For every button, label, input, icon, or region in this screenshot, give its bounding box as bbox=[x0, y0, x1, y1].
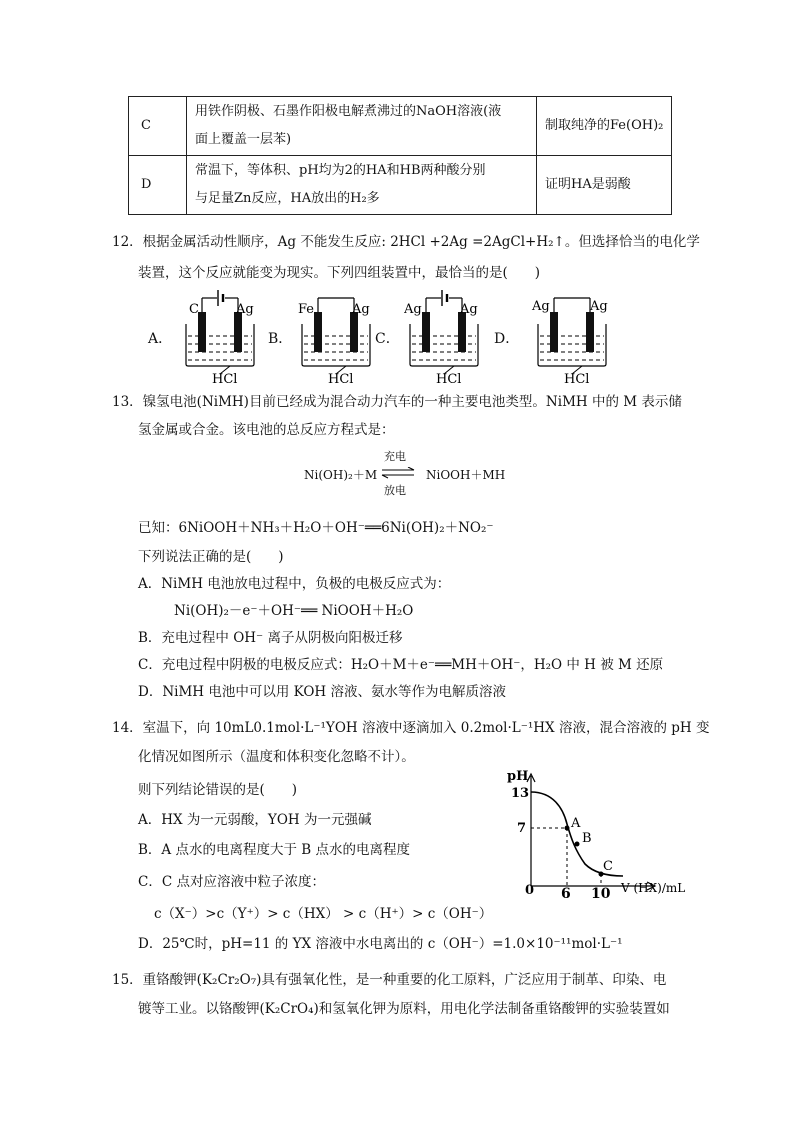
electrode-left-label: Fe bbox=[298, 302, 315, 317]
electrode-left-label: C bbox=[189, 302, 199, 317]
q12-option-a-label: A． bbox=[148, 331, 173, 347]
q13-option-d: D．NiMH 电池中可以用 KOH 溶液、氨水等作为电解质溶液 bbox=[138, 684, 506, 700]
row-label: C bbox=[129, 97, 187, 156]
y-axis-label: pH bbox=[507, 769, 529, 784]
q15-line-1: 15．重铬酸钾(K₂Cr₂O₇)具有强氧化性，是一种重要的化工原料，广泛应用于制革、印染、电 bbox=[112, 972, 667, 988]
row-purpose: 证明HA是弱酸 bbox=[537, 156, 672, 215]
electrode-right-label: Ag bbox=[590, 299, 608, 314]
q13-known: 已知：6NiOOH＋NH₃＋H₂O＋OH⁻══6Ni(OH)₂＋NO₂⁻ bbox=[138, 520, 494, 536]
q14-line-1: 14．室温下，向 10mL0.1mol·L⁻¹YOH 溶液中逐滴加入 0.2mol·L⁻¹HX 溶液，混合溶液的 pH 变 bbox=[112, 720, 710, 736]
point-b bbox=[575, 842, 580, 847]
point-c-label: C bbox=[603, 859, 613, 874]
q14-option-d: D．25℃时，pH=11 的 YX 溶液中水电离出的 c（OH⁻）=1.0×10⁻¹¹mol·L⁻¹ bbox=[138, 936, 623, 952]
electrolyte-label: HCl bbox=[328, 372, 354, 384]
q14-option-a: A．HX 为一元弱酸，YOH 为一元强碱 bbox=[138, 812, 372, 828]
origin-label: 0 bbox=[525, 883, 535, 898]
experiment-line-2: 面上覆盖一层苯) bbox=[195, 132, 292, 147]
q13-line-2: 氢金属或合金。该电池的总反应方程式是： bbox=[138, 422, 395, 438]
apparatus-a bbox=[180, 288, 260, 384]
y-tick-13: 13 bbox=[511, 786, 530, 801]
electrode-right-label: Ag bbox=[352, 302, 370, 317]
row-experiment bbox=[187, 156, 537, 215]
q14-option-c: C．C 点对应溶液中粒子浓度： bbox=[138, 874, 325, 890]
experiment-line-1: 用铁作阴极、石墨作阳极电解煮沸过的NaOH溶液(液 bbox=[195, 104, 502, 119]
row-label: D bbox=[129, 156, 187, 215]
row-purpose: 制取纯净的Fe(OH)₂ bbox=[537, 97, 672, 156]
q12-option-d-label: D． bbox=[494, 331, 520, 347]
row-experiment bbox=[187, 97, 537, 156]
q13-option-a: A．NiMH 电池放电过程中，负极的电极反应式为： bbox=[138, 576, 451, 592]
point-a bbox=[565, 826, 570, 831]
table-row bbox=[129, 97, 672, 156]
electrolyte-label: HCl bbox=[564, 372, 590, 384]
y-tick-7: 7 bbox=[517, 821, 527, 836]
electrode-left-label: Ag bbox=[404, 302, 422, 317]
experiment-line-2: 与足量Zn反应，HA放出的H₂多 bbox=[195, 191, 380, 206]
equation-condition-bottom: 放电 bbox=[384, 484, 406, 497]
apparatus-c bbox=[404, 288, 484, 384]
apparatus-d bbox=[530, 288, 614, 384]
q13-option-c: C．充电过程中阴极的电极反应式：H₂O＋M＋e⁻══MH＋OH⁻，H₂O 中 H 被 M 还原 bbox=[138, 657, 664, 673]
options-table bbox=[128, 96, 672, 215]
equation-right: NiOOH＋MH bbox=[426, 468, 506, 482]
electrode-right-label: Ag bbox=[460, 302, 478, 317]
x-axis-label: V (HX)/mL bbox=[621, 881, 686, 895]
q14-option-b: B．A 点水的电离程度大于 B 点水的电离程度 bbox=[138, 842, 410, 858]
table-row bbox=[129, 156, 672, 215]
x-tick-6: 6 bbox=[561, 886, 571, 898]
equilibrium-arrow-icon bbox=[380, 467, 416, 479]
electrolyte-label: HCl bbox=[436, 372, 462, 384]
q14-ask: 则下列结论错误的是( ) bbox=[138, 782, 298, 798]
q14-line-2: 化情况如图所示（温度和体积变化忽略不计）。 bbox=[138, 749, 415, 765]
equation-condition-top: 充电 bbox=[384, 450, 406, 463]
q12-option-c-label: C． bbox=[375, 331, 400, 347]
ph-titration-graph bbox=[505, 768, 695, 898]
q14-option-c-relation: c（X⁻）>c（Y⁺）> c（HX） > c（H⁺）> c（OH⁻） bbox=[154, 906, 493, 922]
q13-option-a-equation: Ni(OH)₂－e⁻＋OH⁻══ NiOOH＋H₂O bbox=[174, 603, 414, 619]
apparatus-b bbox=[296, 288, 376, 384]
q13-ask: 下列说法正确的是( ) bbox=[138, 549, 284, 565]
q13-line-1: 13．镍氢电池(NiMH)目前已经成为混合动力汽车的一种主要电池类型。NiMH 中的 M 表示储 bbox=[112, 394, 682, 410]
q15-line-2: 镀等工业。以铬酸钾(K₂CrO₄)和氢氧化钾为原料，用电化学法制备重铬酸钾的实验装置如 bbox=[138, 1001, 670, 1017]
x-tick-10: 10 bbox=[591, 886, 611, 898]
q12-line-1: 12．根据金属活动性顺序，Ag 不能发生反应: 2HCl +2Ag =2AgCl+H₂↑。但选择恰当的电化学 bbox=[112, 234, 700, 250]
experiment-line-1: 常温下，等体积、pH均为2的HA和HB两种酸分别 bbox=[195, 163, 486, 178]
electrode-right-label: Ag bbox=[236, 302, 254, 317]
q12-option-b-label: B． bbox=[268, 331, 293, 347]
point-b-label: B bbox=[582, 831, 592, 846]
electrolyte-label: HCl bbox=[212, 372, 238, 384]
q13-option-b: B．充电过程中 OH⁻ 离子从阴极向阳极迁移 bbox=[138, 630, 403, 646]
q12-line-2: 装置，这个反应就能变为现实。下列四组装置中，最恰当的是( ) bbox=[138, 265, 541, 281]
electrode-left-label: Ag bbox=[532, 299, 550, 314]
point-a-label: A bbox=[571, 816, 581, 831]
equation-left: Ni(OH)₂＋M bbox=[304, 468, 378, 482]
